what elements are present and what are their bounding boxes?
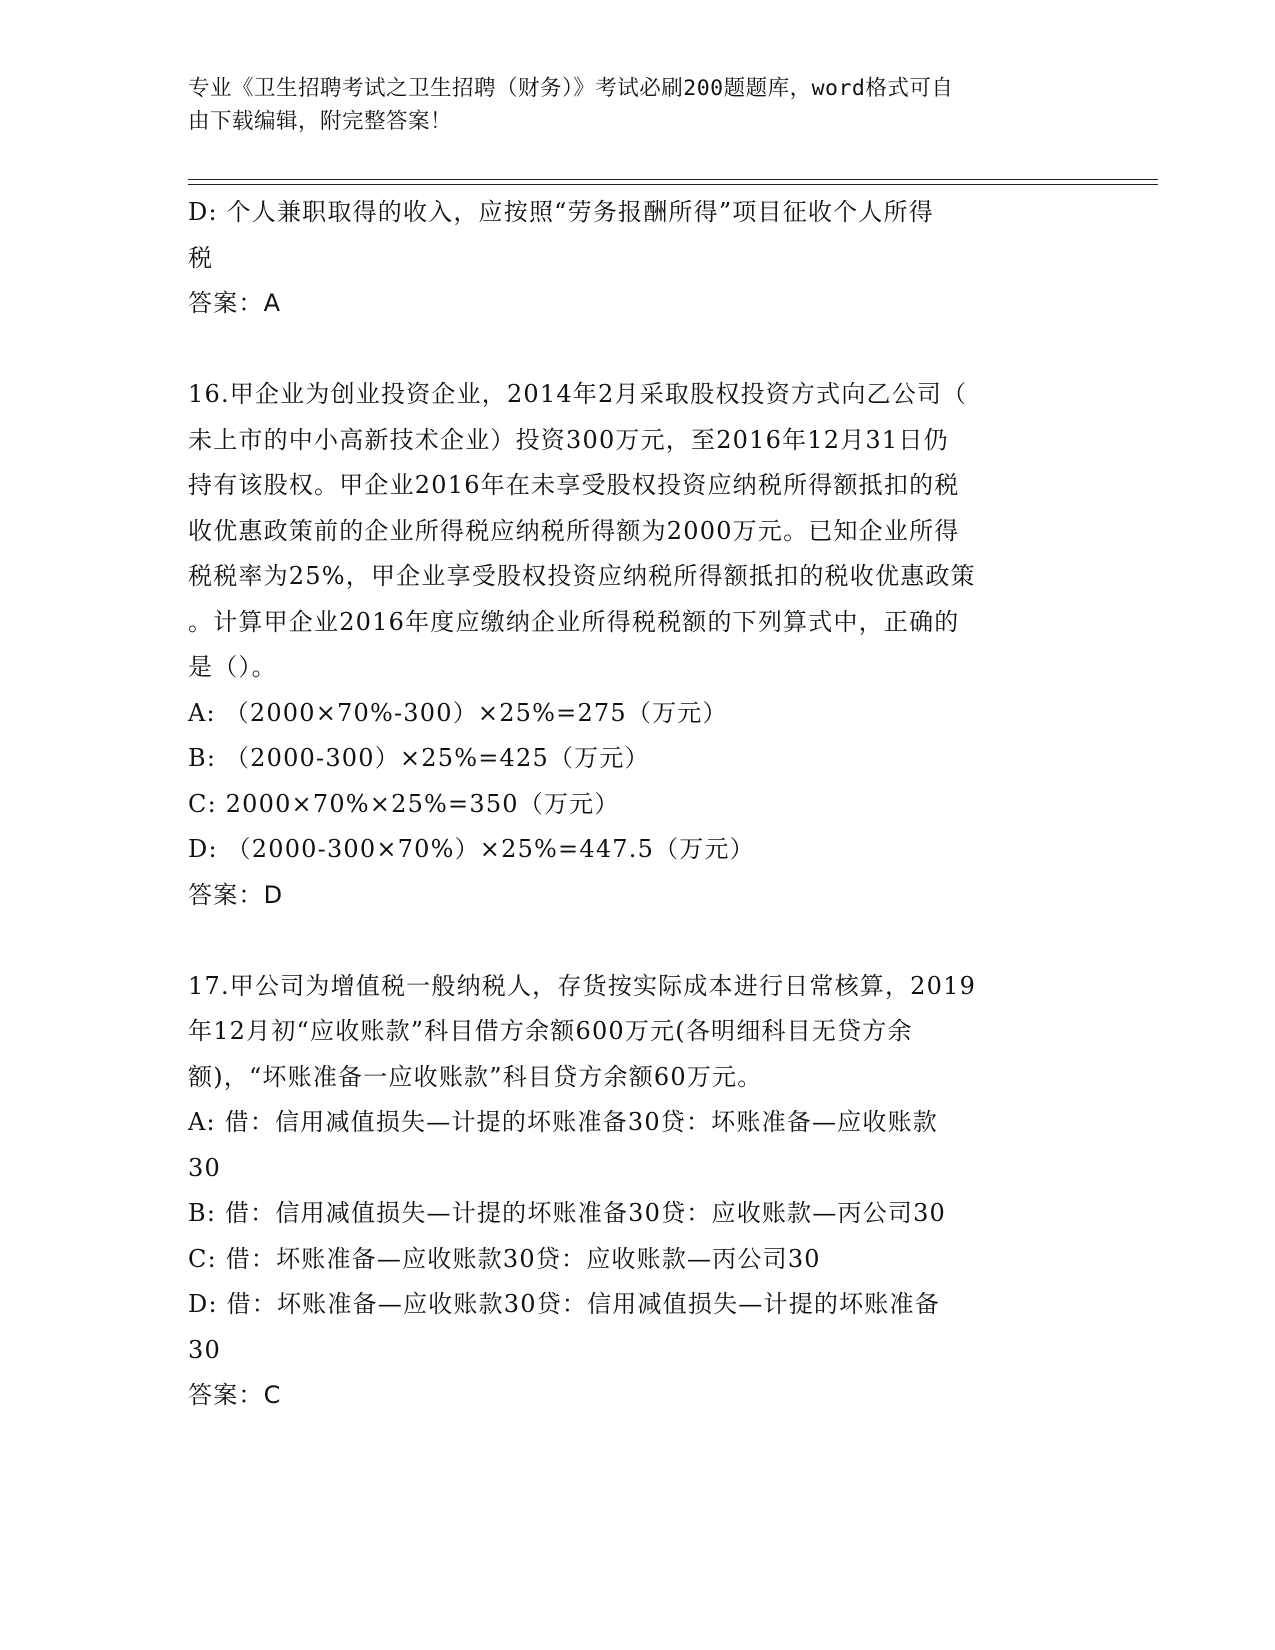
option-a-line-2: 30 <box>188 1153 221 1182</box>
option-b: B: （2000-300）×25%=425（万元） <box>188 744 650 772</box>
question-stem-line: 持有该股权。甲企业2016年在未享受股权投资应纳税所得额抵扣的税 <box>188 471 960 499</box>
document-body <box>188 190 1088 1419</box>
header-divider-bottom <box>188 184 1158 185</box>
question-stem-line: 17.甲公司为增值税一般纳税人，存货按实际成本进行日常核算，2019 <box>188 971 977 1000</box>
question-stem-line: 年12月初“应收账款”科目借方余额600万元(各明细科目无贷方余 <box>188 1017 913 1045</box>
option-c: C: 借：坏账准备—应收账款30贷：应收账款—丙公司30 <box>188 1244 821 1273</box>
question-stem-line: 税税率为25%，甲企业享受股权投资应纳税所得额抵扣的税收优惠政策 <box>188 562 976 590</box>
spacer <box>188 327 1088 373</box>
question-stem-line: 收优惠政策前的企业所得税应纳税所得额为2000万元。已知企业所得 <box>188 516 960 545</box>
option-d-line-2: 30 <box>188 1335 221 1364</box>
header-title-line-1: 专业《卫生招聘考试之卫生招聘（财务）》考试必刷200题题库，word格式可自 <box>188 76 954 101</box>
option-a: A: （2000×70%-300）×25%=275（万元） <box>188 698 728 727</box>
page-header <box>188 72 1068 138</box>
option-a-line-1: A: 借：信用减值损失—计提的坏账准备30贷：坏账准备—应收账款 <box>188 1108 938 1136</box>
option-d: D: （2000-300×70%）×25%=447.5（万元） <box>188 835 755 863</box>
answer-label: 答案：A <box>188 289 282 317</box>
question-stem-line: 额)，“坏账准备一应收账款”科目贷方余额60万元。 <box>188 1062 763 1091</box>
question-16 <box>188 372 1088 918</box>
answer-label: 答案：C <box>188 1381 282 1409</box>
header-title-line-2: 由下载编辑，附完整答案！ <box>188 109 453 134</box>
spacer <box>188 918 1088 964</box>
option-d-line-2: 税 <box>188 243 214 272</box>
option-d-line-1: D: 个人兼职取得的收入，应按照“劳务报酬所得”项目征收个人所得 <box>188 198 934 226</box>
answer-label: 答案：D <box>188 880 284 909</box>
header-divider-top <box>188 179 1158 180</box>
question-stem-line: 。计算甲企业2016年度应缴纳企业所得税税额的下列算式中，正确的 <box>188 607 960 636</box>
question-stem-line: 16.甲企业为创业投资企业，2014年2月采取股权投资方式向乙公司（ <box>188 380 968 408</box>
option-d-line-1: D: 借：坏账准备—应收账款30贷：信用减值损失—计提的坏账准备 <box>188 1290 940 1318</box>
option-c: C: 2000×70%×25%=350（万元） <box>188 789 620 818</box>
question-15-tail <box>188 190 1088 327</box>
question-17 <box>188 964 1088 1419</box>
option-b: B: 借：信用减值损失—计提的坏账准备30贷：应收账款—丙公司30 <box>188 1199 947 1227</box>
question-stem-line: 未上市的中小高新技术企业）投资300万元，至2016年12月31日仍 <box>188 425 949 454</box>
question-stem-line: 是（）。 <box>188 653 277 681</box>
